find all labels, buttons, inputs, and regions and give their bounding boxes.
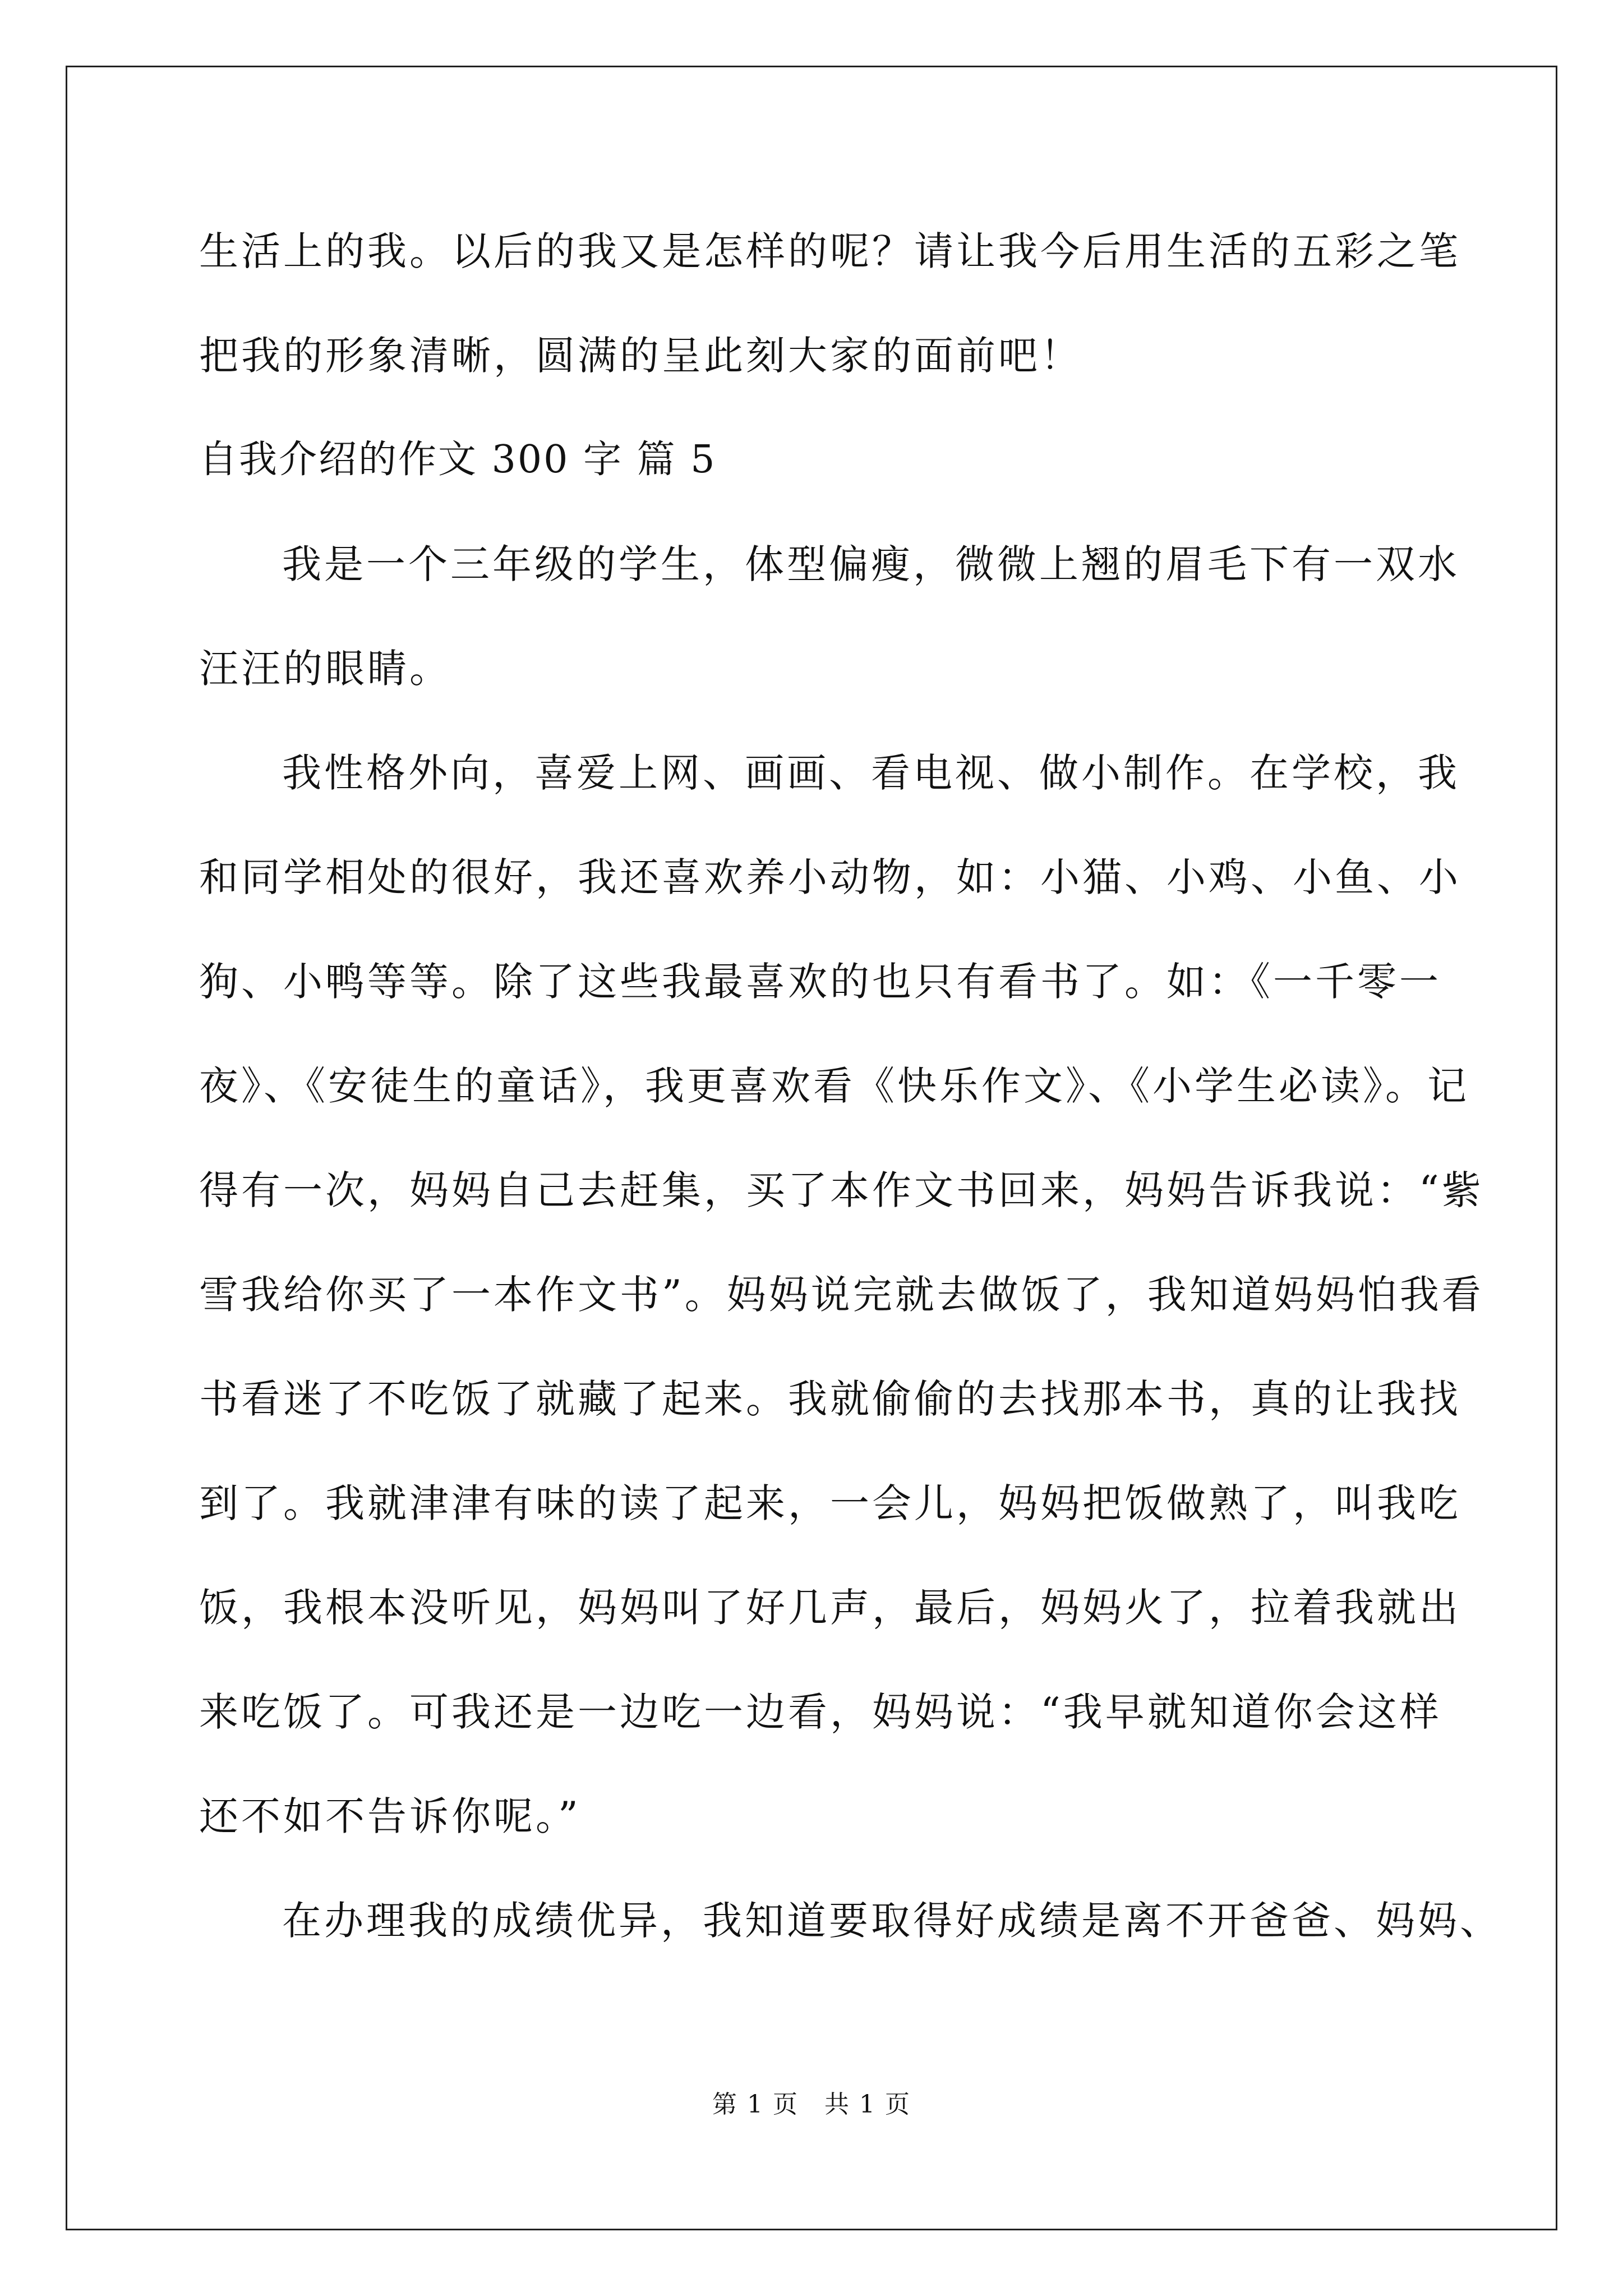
text-line: 还不如不告诉你呢。” [199,1793,581,1839]
text-line: 得有一次，妈妈自己去赶集，买了本作文书回来，妈妈告诉我说：“紫 [199,1167,1484,1213]
paragraph-first-line: 我是一个三年级的学生，体型偏瘦，微微上翘的眉毛下有一双水 [282,541,1460,587]
text-line: 和同学相处的很好，我还喜欢养小动物，如：小猫、小鸡、小鱼、小 [199,854,1461,900]
page-footer [0,2084,1623,2120]
text-line: 汪汪的眼睛。 [199,646,451,692]
section-heading: 自我介绍的作文 300 字 篇 5 [199,438,717,482]
text-line: 饭，我根本没听见，妈妈叫了好几声，最后，妈妈火了，拉着我就出 [199,1585,1461,1631]
text-line: 雪我给你买了一本作文书”。妈妈说完就去做饭了，我知道妈妈怕我看 [199,1272,1484,1318]
page-number: 第 1 页 [712,2090,799,2119]
text-line: 来吃饭了。可我还是一边吃一边看，妈妈说：“我早就知道你会这样 [199,1689,1442,1735]
paragraph-first-line: 我性格外向，喜爱上网、画画、看电视、做小制作。在学校，我 [282,750,1460,796]
text-line: 把我的形象清晰，圆满的呈此刻大家的面前吧！ [199,333,1082,379]
text-line: 狗、小鸭等等。除了这些我最喜欢的也只有看书了。如：《一千零一 [199,959,1441,1005]
text-line: 书看迷了不吃饭了就藏了起来。我就偷偷的去找那本书，真的让我找 [199,1376,1461,1422]
page-total: 共 1 页 [824,2090,911,2119]
text-line: 生活上的我。以后的我又是怎样的呢？请让我今后用生活的五彩之笔 [199,228,1461,274]
text-line: 夜》、《安徒生的童话》，我更喜欢看《快乐作文》、《小学生必读》。记 [199,1063,1469,1109]
document-body [199,199,1502,1973]
text-line: 到了。我就津津有味的读了起来，一会儿，妈妈把饭做熟了，叫我吃 [199,1480,1461,1526]
paragraph-first-line: 在办理我的成绩优异，我知道要取得好成绩是离不开爸爸、妈妈、 [282,1898,1502,1944]
